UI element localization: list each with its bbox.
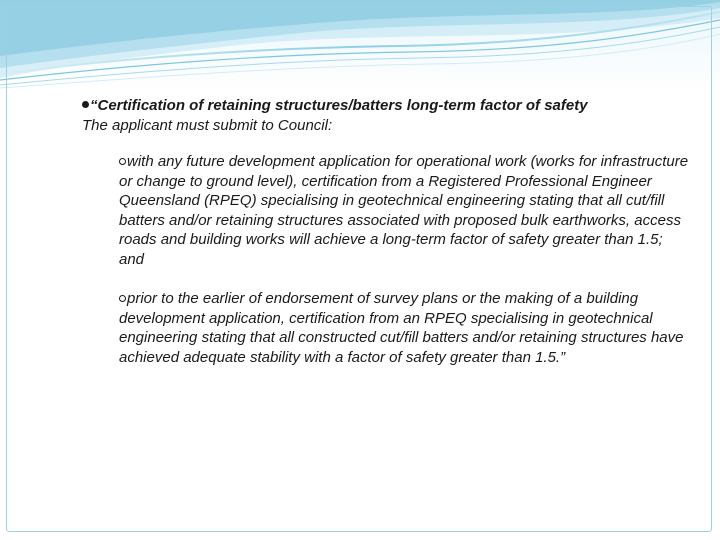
hollow-bullet-icon — [119, 295, 126, 302]
list-item-text: with any future development application for operational work (works for infrastructure or change to ground level), certification from a Registered Professional Engineer Queensland (RPEQ) specialising in geotechnical engineering stating that all cut/fill batters and/or retaining structures associated with proposed bulk earthworks, access roads and building works will achieve a long-term factor of safety greater than 1.5; and — [119, 153, 689, 268]
list-item-text: prior to the earlier of endorsement of survey plans or the making of a building development application, certification from an RPEQ specialising in geotechnical engineering stating that all constructed cut/fill batters and/or retaining structures have achieved adequate stability with a factor of safety greater than 1.5.” — [119, 290, 684, 366]
slide-title — [82, 96, 682, 116]
list-item — [119, 152, 689, 270]
slide-title-text: “Certification of retaining structures/batters long-term factor of safety — [90, 97, 588, 114]
hollow-bullet-icon — [119, 158, 126, 165]
list-item — [119, 289, 689, 367]
slide-subtitle: The applicant must submit to Council: — [82, 117, 333, 134]
filled-bullet-icon — [82, 101, 89, 108]
